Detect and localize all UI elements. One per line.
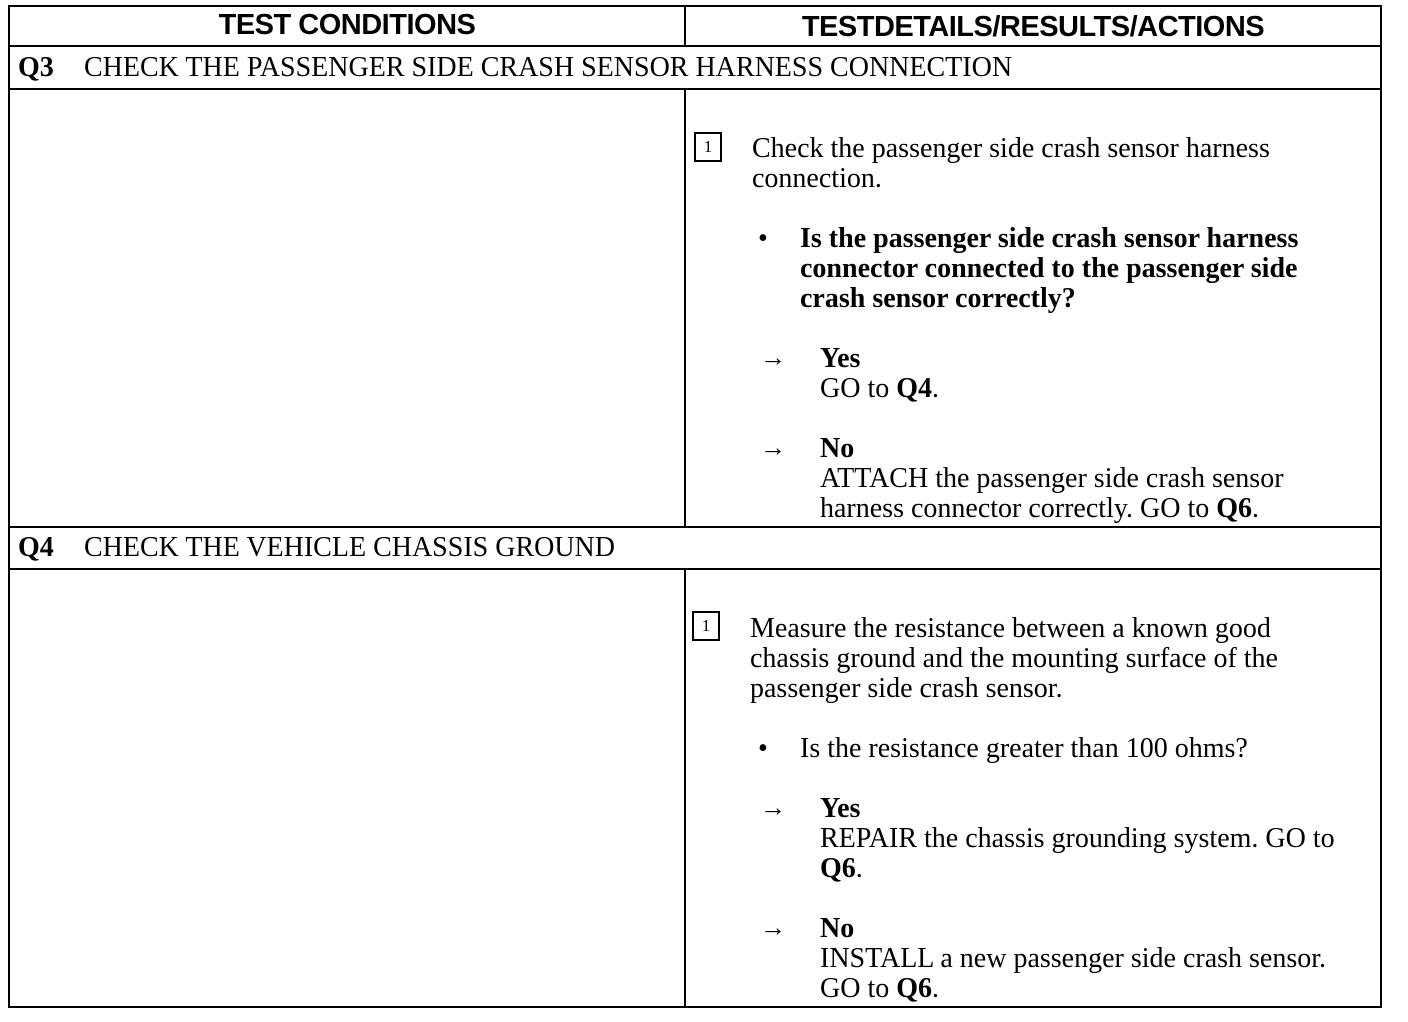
column-divider-q3 [684, 88, 686, 527]
q3-yes-action [820, 374, 1370, 404]
q4-yes-arrow-icon: → [760, 793, 786, 822]
q4-no-ref: Q6 [896, 973, 933, 1004]
q4-step-text: Measure the resistance between a known good chassis ground and the mounting surface of the passenger side crash sensor. [750, 613, 1278, 704]
q3-bullet: • [758, 223, 768, 254]
q4-id: Q4 [18, 532, 54, 563]
q3-title: CHECK THE PASSENGER SIDE CRASH SENSOR HARNESS CONNECTION [84, 52, 1013, 83]
header-test-details: TESTDETAILS/RESULTS/ACTIONS [801, 11, 1265, 43]
q3-yes-label: Yes [820, 343, 861, 374]
q3-yes-tail: . [932, 373, 940, 404]
q4-no-action-text: INSTALL a new passenger side crash sensor. GO to [820, 943, 1327, 1004]
q4-yes-label: Yes [820, 793, 861, 824]
q4-no-action [820, 944, 1370, 1004]
q4-bullet: • [758, 733, 768, 764]
q4-yes-action [820, 824, 1376, 884]
q3-no-arrow-icon: → [760, 433, 786, 462]
q3-yes-arrow-icon: → [760, 343, 786, 372]
q4-no-tail: . [932, 973, 940, 1004]
header-test-conditions: TEST CONDITIONS [218, 9, 476, 41]
q4-yes-ref: Q6 [820, 853, 856, 884]
q3-step-number-box: 1 [694, 132, 722, 162]
q4-question: Is the resistance greater than 100 ohms? [800, 733, 1248, 764]
q4-no-label: No [820, 913, 855, 944]
q3-no-label: No [820, 433, 855, 464]
q3-step-text: Check the passenger side crash sensor harness connection. [752, 133, 1270, 194]
q3-no-ref: Q6 [1216, 493, 1253, 524]
q3-no-tail: . [1252, 493, 1260, 524]
q4-yes-tail: . [855, 853, 863, 884]
q4-step-number-box: 1 [692, 611, 720, 641]
q4-yes-action-text: REPAIR the chassis grounding system. GO to [820, 823, 1335, 854]
q4-title-row [18, 528, 615, 568]
q4-title-divider [8, 568, 1382, 570]
column-divider-q4 [684, 568, 686, 1008]
q3-yes-ref: Q4 [896, 373, 933, 404]
q4-no-arrow-icon: → [760, 913, 786, 942]
q3-id: Q3 [18, 52, 54, 83]
q4-title: CHECK THE VEHICLE CHASSIS GROUND [84, 532, 616, 563]
q3-question: Is the passenger side crash sensor harness connector connected to the passenger side crash sensor correctly? [800, 223, 1299, 314]
q3-title-divider [8, 88, 1382, 90]
q3-yes-action-text: GO to [820, 373, 897, 404]
q3-no-action-text: ATTACH the passenger side crash sensor harness connector correctly. GO to [820, 463, 1284, 524]
q3-no-action [820, 464, 1340, 524]
q3-title-row [18, 48, 1012, 88]
